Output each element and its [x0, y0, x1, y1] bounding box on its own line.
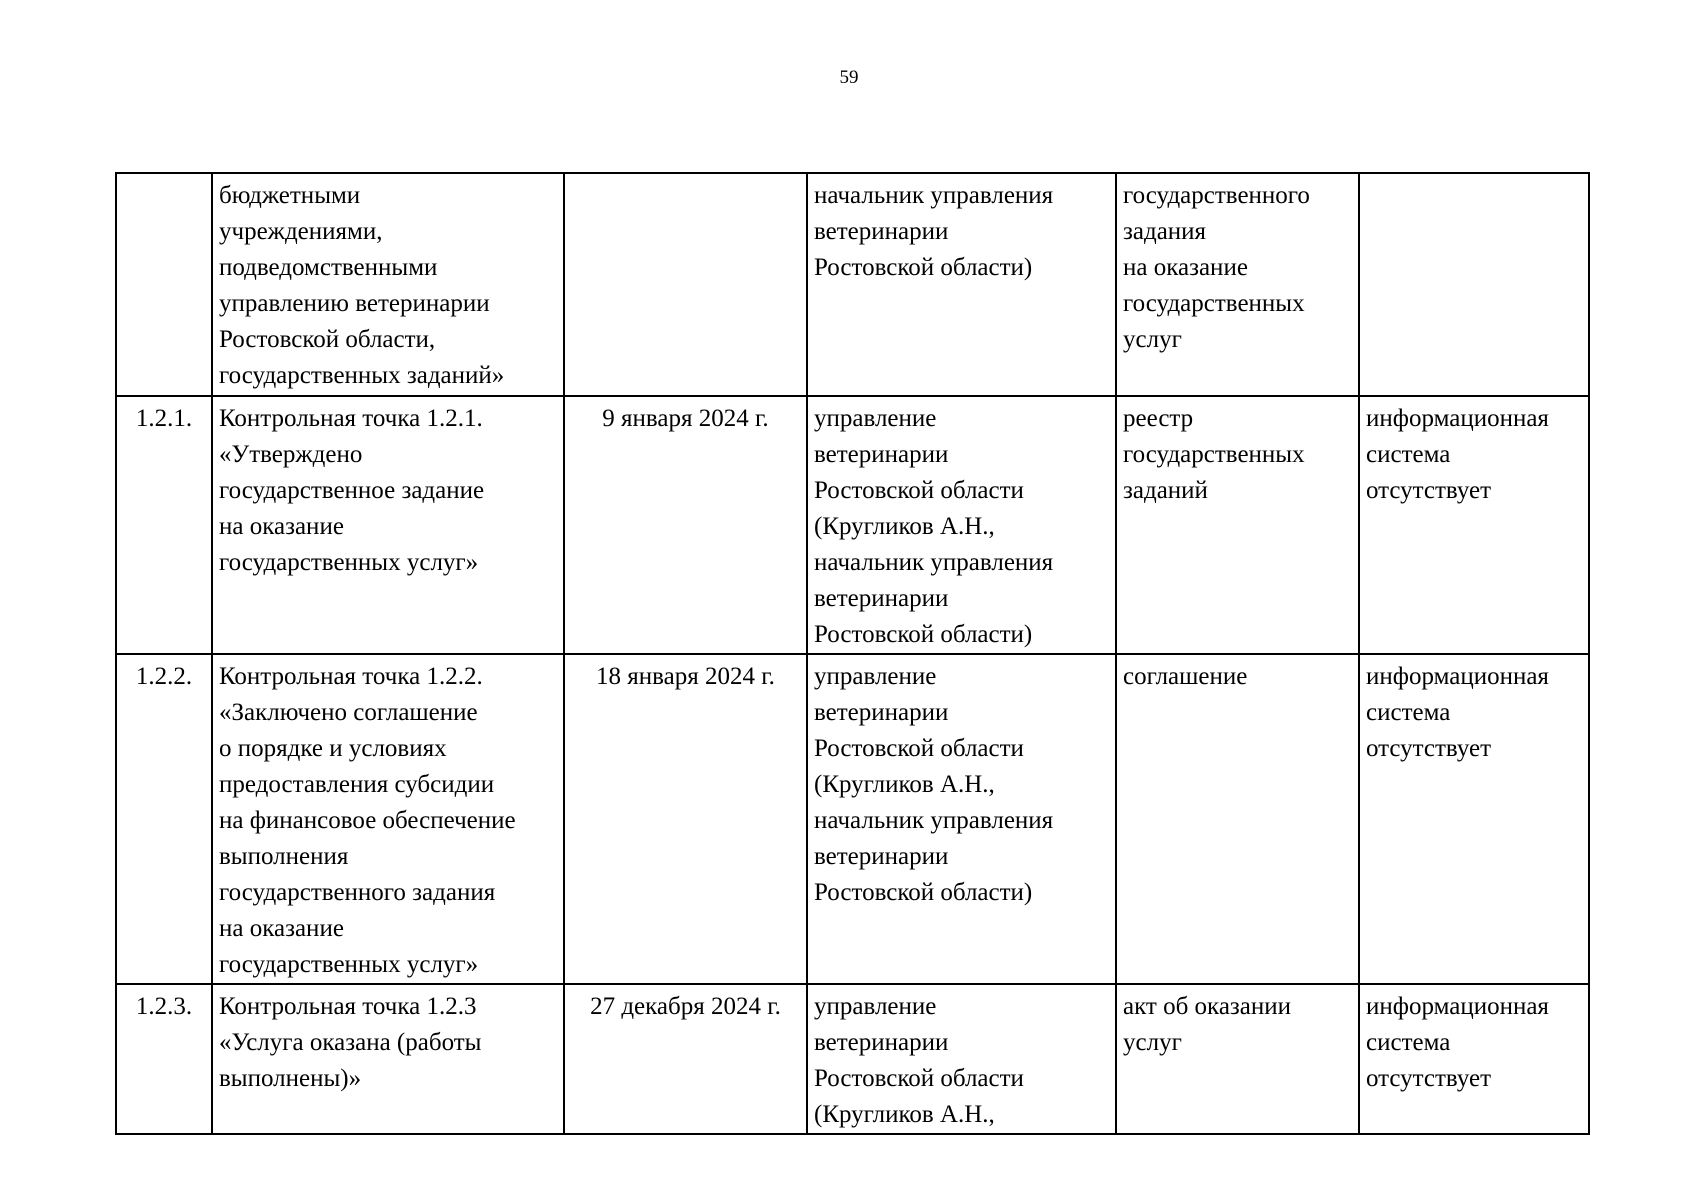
cell-text-line: 1.2.3. — [135, 993, 193, 1020]
cell-text-line: отсутствует — [1366, 477, 1492, 504]
cell-text-line: управление — [814, 663, 937, 690]
cell-info-system — [1359, 173, 1589, 396]
cell-text-line: начальник управления — [814, 807, 1054, 834]
cell-text-line: выполнения — [219, 843, 349, 870]
cell-text-line: государственного задания — [219, 879, 496, 906]
page-number: 59 — [839, 67, 859, 88]
cell-info-system — [1359, 654, 1589, 984]
cell-text-line: система — [1366, 699, 1451, 726]
cell-text-line: государственных заданий» — [219, 362, 505, 389]
cell-text-line: на оказание — [219, 513, 344, 540]
cell-text-line: реестр — [1123, 405, 1194, 432]
cell-text-line: 1.2.2. — [135, 663, 193, 690]
cell-text-line: задания — [1123, 218, 1207, 245]
cell-text-line: государственных — [1123, 441, 1305, 468]
cell-text-line: о порядке и условиях — [219, 735, 447, 762]
cell-text-line: ветеринарии — [814, 699, 949, 726]
cell-responsible — [807, 984, 1116, 1134]
cell-text-line: на оказание — [219, 915, 344, 942]
cell-text-line: Контрольная точка 1.2.1. — [219, 405, 483, 432]
cell-text-line: Ростовской области) — [814, 254, 1033, 281]
cell-text-line: акт об оказании — [1123, 993, 1292, 1020]
cell-text-line: Ростовской области — [814, 735, 1024, 762]
cell-text-line: заданий — [1123, 477, 1208, 504]
cell-text-line: начальник управления — [814, 182, 1054, 209]
cell-text-line: государственных услуг» — [219, 549, 479, 576]
cell-text-line: Ростовской области) — [814, 621, 1033, 648]
cell-text-line: управлению ветеринарии — [219, 290, 490, 317]
cell-text-line: ветеринарии — [814, 218, 949, 245]
cell-event — [212, 654, 564, 984]
cell-text-line: Ростовской области — [814, 1065, 1024, 1092]
cell-info-system — [1359, 396, 1589, 654]
cell-date — [564, 984, 807, 1134]
cell-event — [212, 173, 564, 396]
cell-text-line: (Кругликов А.Н., — [814, 771, 995, 798]
cell-text-line: 18 января 2024 г. — [596, 663, 775, 690]
cell-text-line: «Утверждено — [219, 441, 363, 468]
cell-document — [1116, 654, 1359, 984]
cell-number — [116, 396, 212, 654]
cell-text-line: на оказание — [1123, 254, 1248, 281]
cell-text-line: 1.2.1. — [135, 405, 193, 432]
cell-date — [564, 396, 807, 654]
cell-text-line: государственных услуг» — [219, 951, 479, 978]
cell-document — [1116, 396, 1359, 654]
cell-text-line: управление — [814, 993, 937, 1020]
table-row — [116, 654, 1589, 984]
cell-text-line: на финансовое обеспечение — [219, 807, 516, 834]
cell-text-line: ветеринарии — [814, 585, 949, 612]
cell-text-line: Контрольная точка 1.2.3 — [219, 993, 477, 1020]
cell-text-line: отсутствует — [1366, 735, 1492, 762]
cell-text-line: (Кругликов А.Н., — [814, 1101, 995, 1128]
cell-text-line: выполнены)» — [219, 1065, 362, 1092]
cell-date — [564, 173, 807, 396]
cell-responsible — [807, 396, 1116, 654]
table-row — [116, 173, 1589, 396]
cell-number — [116, 984, 212, 1134]
table-body — [116, 173, 1589, 1134]
cell-number — [116, 654, 212, 984]
cell-text-line: 9 января 2024 г. — [602, 405, 769, 432]
cell-document — [1116, 984, 1359, 1134]
cell-text-line: Ростовской области — [814, 477, 1024, 504]
cell-date — [564, 654, 807, 984]
cell-document — [1116, 173, 1359, 396]
cell-text-line: государственное задание — [219, 477, 485, 504]
cell-text-line: начальник управления — [814, 549, 1054, 576]
cell-text-line: Ростовской области, — [219, 326, 436, 353]
cell-text-line: Контрольная точка 1.2.2. — [219, 663, 483, 690]
cell-text-line: система — [1366, 1029, 1451, 1056]
cell-text-line: услуг — [1123, 1029, 1182, 1056]
cell-text-line: услуг — [1123, 326, 1182, 353]
cell-text-line: система — [1366, 441, 1451, 468]
cell-text-line: «Услуга оказана (работы — [219, 1029, 482, 1056]
cell-text-line: государственного — [1123, 182, 1310, 209]
cell-text-line: соглашение — [1123, 663, 1248, 690]
cell-responsible — [807, 173, 1116, 396]
cell-text-line: подведомственными — [219, 254, 438, 281]
cell-text-line: ветеринарии — [814, 1029, 949, 1056]
cell-text-line: государственных — [1123, 290, 1305, 317]
cell-event — [212, 984, 564, 1134]
cell-text-line: Ростовской области) — [814, 879, 1033, 906]
cell-text-line: управление — [814, 405, 937, 432]
cell-number — [116, 173, 212, 396]
cell-text-line: «Заключено соглашение — [219, 699, 478, 726]
cell-text-line: бюджетными — [219, 182, 361, 209]
control-points-table — [115, 172, 1590, 1135]
cell-text-line: 27 декабря 2024 г. — [590, 993, 781, 1020]
cell-event — [212, 396, 564, 654]
cell-text-line: информационная — [1366, 405, 1549, 432]
cell-text-line: ветеринарии — [814, 441, 949, 468]
cell-text-line: учреждениями, — [219, 218, 383, 245]
cell-text-line: (Кругликов А.Н., — [814, 513, 995, 540]
table-row — [116, 984, 1589, 1134]
cell-text-line: отсутствует — [1366, 1065, 1492, 1092]
cell-responsible — [807, 654, 1116, 984]
cell-text-line: предоставления субсидии — [219, 771, 495, 798]
table-row — [116, 396, 1589, 654]
cell-text-line: информационная — [1366, 663, 1549, 690]
cell-text-line: ветеринарии — [814, 843, 949, 870]
cell-text-line: информационная — [1366, 993, 1549, 1020]
cell-info-system — [1359, 984, 1589, 1134]
